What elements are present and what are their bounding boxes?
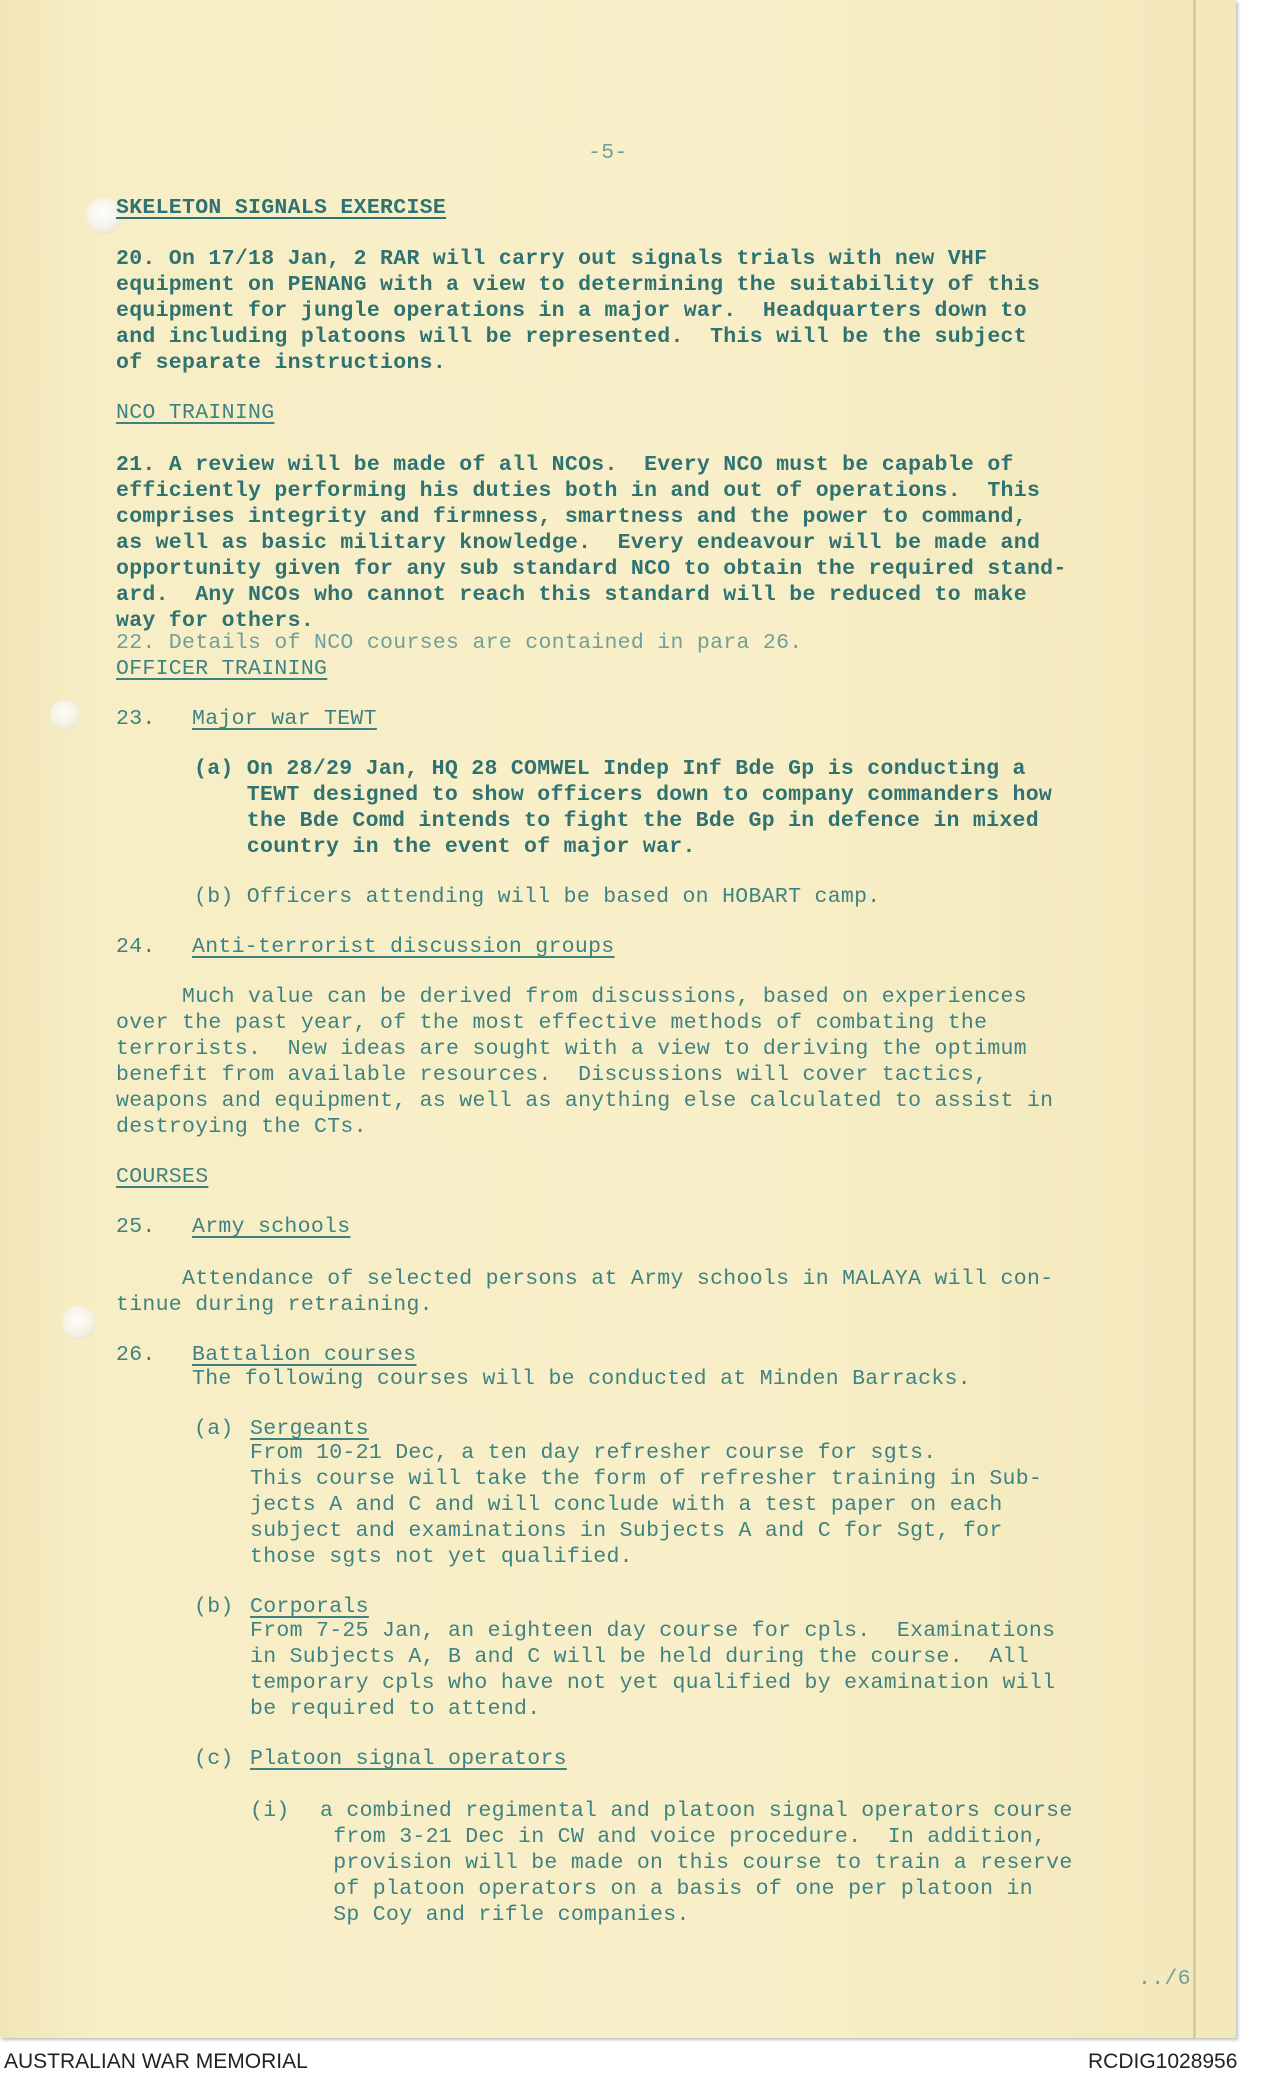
para-24-line-1: Much value can be derived from discussions, based on experiences <box>116 985 1027 1009</box>
punch-hole-mid <box>50 700 80 730</box>
para-24-line-3: terrorists. New ideas are sought with a view to deriving the optimum <box>116 1037 1027 1061</box>
para-24-line-2: over the past year, of the most effective methods of combating the <box>116 1011 988 1035</box>
para-24-number: 24. <box>116 935 156 959</box>
para-26a-title: Sergeants <box>250 1417 369 1441</box>
para-21-line-1: 21. A review will be made of all NCOs. Every NCO must be capable of <box>116 453 1014 477</box>
para-24-line-4: benefit from available resources. Discussions will cover tactics, <box>116 1063 988 1087</box>
page-edge <box>1193 0 1196 2038</box>
para-21-line-2: efficiently performing his duties both in and out of operations. This <box>116 479 1041 503</box>
para-26a-line-3: jects A and C and will conclude with a test paper on each <box>250 1493 1003 1517</box>
para-26a-line-1: From 10-21 Dec, a ten day refresher course for sgts. <box>250 1441 937 1465</box>
para-23a-line-3: the Bde Comd intends to fight the Bde Gp in defence in mixed <box>194 809 1039 833</box>
para-26b-line-4: be required to attend. <box>250 1697 541 1721</box>
para-26b-label: (b) <box>194 1595 234 1619</box>
para-25-line-2: tinue during retraining. <box>116 1293 433 1317</box>
para-26-intro: The following courses will be conducted at Minden Barracks. <box>192 1367 971 1391</box>
continuation-marker: ../6 <box>1138 1967 1191 1991</box>
para-20-line-3: equipment for jungle operations in a major war. Headquarters down to <box>116 299 1027 323</box>
para-21-line-4: as well as basic military knowledge. Every endeavour will be made and <box>116 531 1041 555</box>
footer-record-id: RCDIG1028956 <box>1088 2050 1238 2073</box>
punch-hole-lower <box>62 1306 96 1340</box>
para-25-line-1: Attendance of selected persons at Army schools in MALAYA will con- <box>116 1267 1054 1291</box>
para-26ci-line-1: a combined regimental and platoon signal operators course <box>320 1799 1073 1823</box>
para-21-line-3: comprises integrity and firmness, smartness and the power to command, <box>116 505 1027 529</box>
para-23b: (b) Officers attending will be based on HOBART camp. <box>194 885 881 909</box>
para-26ci-line-2: from 3-21 Dec in CW and voice procedure. In addition, <box>320 1825 1047 1849</box>
para-26ci-line-4: of platoon operators on a basis of one per platoon in <box>320 1877 1033 1901</box>
para-26-title: Battalion courses <box>192 1343 417 1367</box>
para-22: 22. Details of NCO courses are contained in para 26. <box>116 631 803 655</box>
para-24-title: Anti-terrorist discussion groups <box>192 935 615 959</box>
para-25-title: Army schools <box>192 1215 351 1239</box>
para-26ci-label: (i) <box>250 1799 290 1823</box>
para-26b-line-1: From 7-25 Jan, an eighteen day course for cpls. Examinations <box>250 1619 1056 1643</box>
para-23a-line-1: (a) On 28/29 Jan, HQ 28 COMWEL Indep Inf Bde Gp is conducting a <box>194 757 1026 781</box>
para-26b-title: Corporals <box>250 1595 369 1619</box>
para-26a-line-2: This course will take the form of refresher training in Sub- <box>250 1467 1043 1491</box>
heading-skeleton-signals: SKELETON SIGNALS EXERCISE <box>116 196 447 220</box>
para-26ci-line-5: Sp Coy and rifle companies. <box>320 1903 690 1927</box>
para-21-line-6: ard. Any NCOs who cannot reach this standard will be reduced to make <box>116 583 1027 607</box>
para-21-line-7: way for others. <box>116 609 315 633</box>
para-26a-line-4: subject and examinations in Subjects A and C for Sgt, for <box>250 1519 1003 1543</box>
para-26c-title: Platoon signal operators <box>250 1747 567 1771</box>
para-24-line-5: weapons and equipment, as well as anything else calculated to assist in <box>116 1089 1054 1113</box>
para-26c-label: (c) <box>194 1747 234 1771</box>
para-26b-line-3: temporary cpls who have not yet qualified by examination will <box>250 1671 1056 1695</box>
para-23-title: Major war TEWT <box>192 707 377 731</box>
page-number: -5- <box>588 141 628 165</box>
para-26a-label: (a) <box>194 1417 234 1441</box>
para-26ci-line-3: provision will be made on this course to train a reserve <box>320 1851 1073 1875</box>
para-20-line-4: and including platoons will be represented. This will be the subject <box>116 325 1027 349</box>
para-25-number: 25. <box>116 1215 156 1239</box>
heading-officer-training: OFFICER TRAINING <box>116 657 328 681</box>
para-26a-line-5: those sgts not yet qualified. <box>250 1545 633 1569</box>
para-21-line-5: opportunity given for any sub standard NCO to obtain the required stand- <box>116 557 1067 581</box>
para-20-line-2: equipment on PENANG with a view to determining the suitability of this <box>116 273 1041 297</box>
para-20-line-1: 20. On 17/18 Jan, 2 RAR will carry out signals trials with new VHF <box>116 247 988 271</box>
para-23-number: 23. <box>116 707 156 731</box>
heading-nco-training: NCO TRAINING <box>116 401 275 425</box>
para-24-line-6: destroying the CTs. <box>116 1115 367 1139</box>
para-26-number: 26. <box>116 1343 156 1367</box>
para-23a-line-4: country in the event of major war. <box>194 835 696 859</box>
para-26b-line-2: in Subjects A, B and C will be held during the course. All <box>250 1645 1029 1669</box>
footer-institution: AUSTRALIAN WAR MEMORIAL <box>4 2050 308 2073</box>
heading-courses: COURSES <box>116 1165 209 1189</box>
para-20-line-5: of separate instructions. <box>116 351 447 375</box>
para-23a-line-2: TEWT designed to show officers down to company commanders how <box>194 783 1053 807</box>
